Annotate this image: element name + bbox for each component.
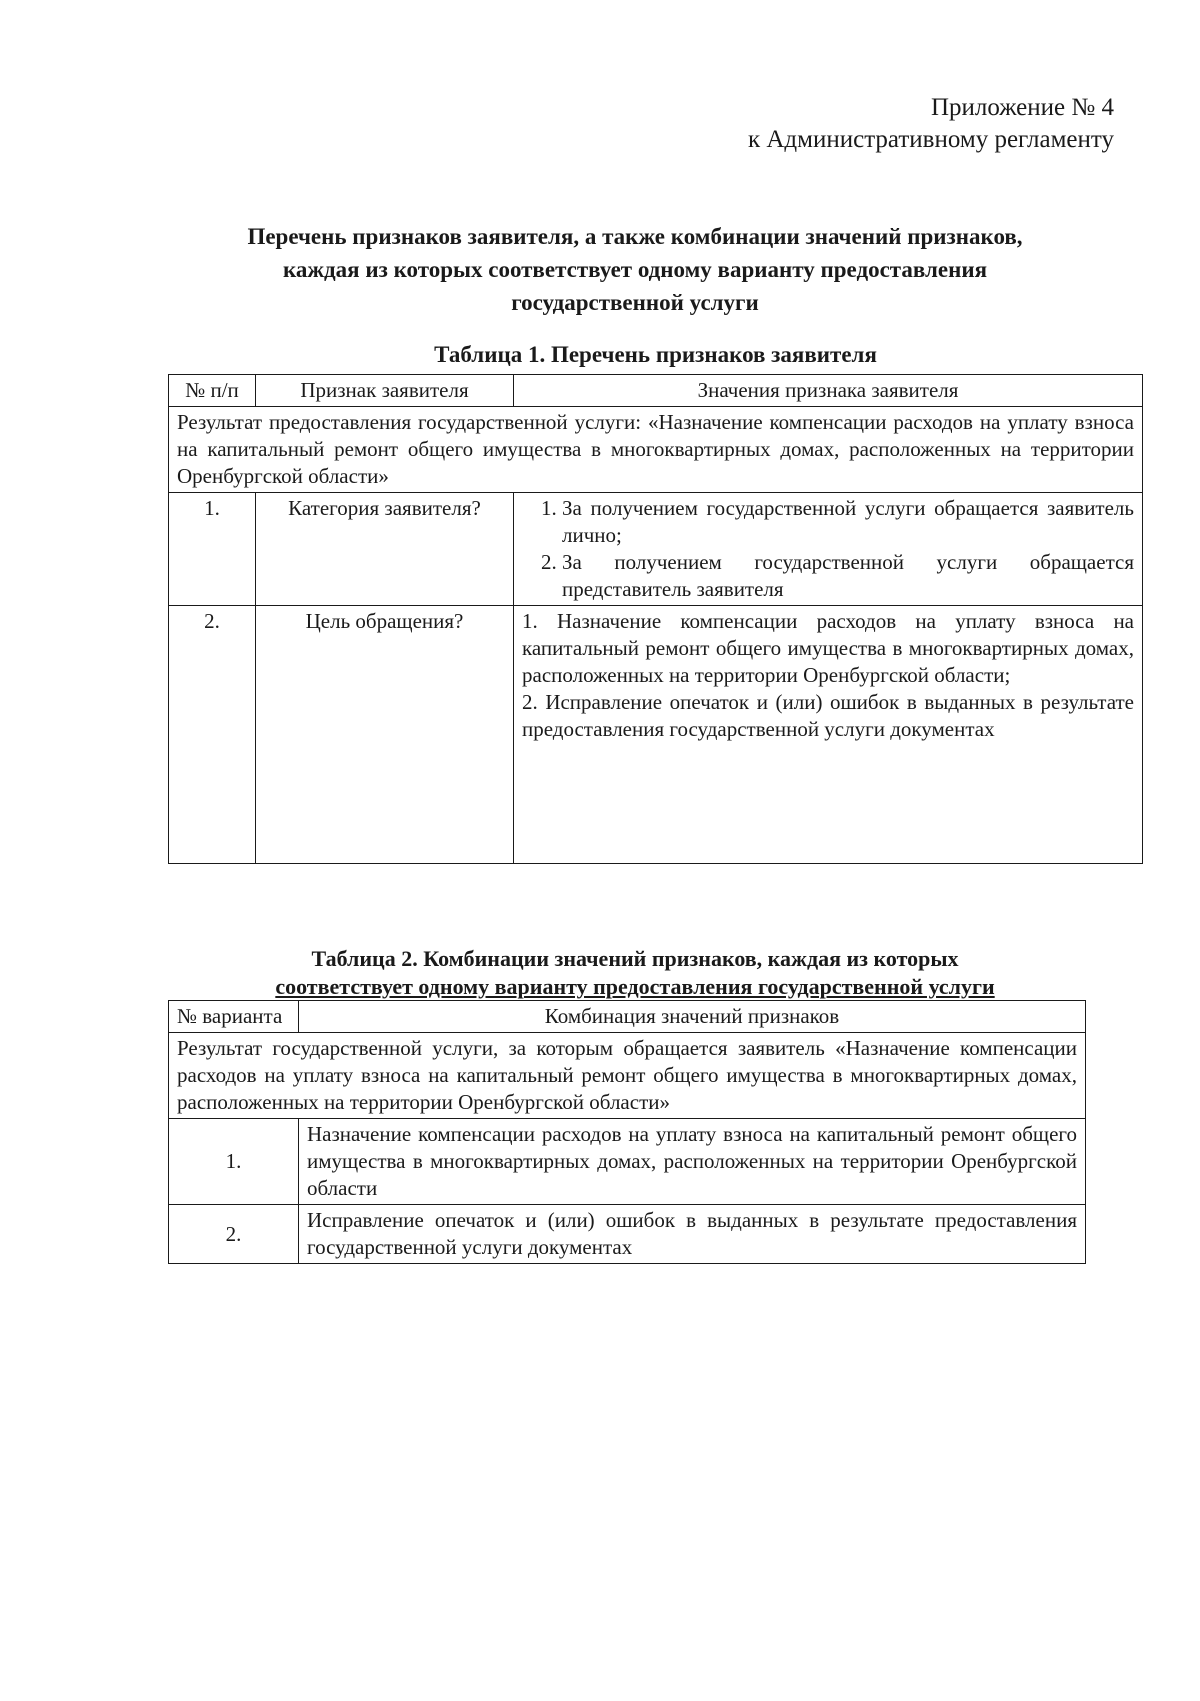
row-values xyxy=(514,493,1143,606)
row-number: 1. xyxy=(169,1119,299,1205)
value-paragraph: 1. Назначение компенсации расходов на уплату взноса на капитальный ремонт общего имущества в многоквартирных домах, расположенных на территории Оренбургской области; xyxy=(522,609,1134,687)
table-header-row xyxy=(169,1001,1086,1033)
list-item: 1. За получением государственной услуги обращается заявитель лично; xyxy=(562,495,1134,549)
table-header-row xyxy=(169,375,1143,407)
row-feature: Цель обращения? xyxy=(256,606,514,864)
row-feature: Категория заявителя? xyxy=(256,493,514,606)
header-variant-number: № варианта xyxy=(169,1001,299,1033)
applicant-features-table xyxy=(168,374,1143,864)
header-number: № п/п xyxy=(169,375,256,407)
result-row xyxy=(169,1033,1086,1119)
value-paragraph: 2. Исправление опечаток и (или) ошибок в выданных в результате предоставления государственной услуги документах xyxy=(522,690,1134,741)
table2-caption xyxy=(200,945,1070,1001)
row-combination: Назначение компенсации расходов на уплату взноса на капитальный ремонт общего имущества в многоквартирных домах, расположенных на территории Оренбургской области xyxy=(299,1119,1086,1205)
row-number: 1. xyxy=(169,493,256,606)
row-number: 2. xyxy=(169,606,256,864)
document-title: Перечень признаков заявителя, а также комбинации значений признаков, каждая из которых соответствует одному варианту предоставления государственной услуги xyxy=(247,224,1023,315)
list-item: 2. За получением государственной услуги обращается представитель заявителя xyxy=(562,549,1134,603)
result-row xyxy=(169,407,1143,493)
row-combination: Исправление опечаток и (или) ошибок в выданных в результате предоставления государственной услуги документах xyxy=(299,1205,1086,1264)
table2-caption-line1: Таблица 2. Комбинации значений признаков, каждая из которых xyxy=(311,946,959,971)
row-values xyxy=(514,606,1143,864)
annex-number: Приложение № 4 xyxy=(930,94,1114,121)
table-row xyxy=(169,1119,1086,1205)
annex-header xyxy=(748,92,1114,156)
table-row xyxy=(169,1205,1086,1264)
header-combination: Комбинация значений признаков xyxy=(299,1001,1086,1033)
result-text: Результат предоставления государственной услуги: «Назначение компенсации расходов на уплату взноса на капитальный ремонт общего имущества в многоквартирных домах, расположенных на территории Оренбургской области» xyxy=(169,407,1143,493)
result-text: Результат государственной услуги, за которым обращается заявитель «Назначение компенсации расходов на уплату взноса на капитальный ремонт общего имущества в многоквартирных домах, расположенных на территории Оренбургской области» xyxy=(169,1033,1086,1119)
feature-combinations-table xyxy=(168,1000,1086,1264)
table1-caption: Таблица 1. Перечень признаков заявителя xyxy=(434,342,877,367)
table-row xyxy=(169,493,1143,606)
row-number: 2. xyxy=(169,1205,299,1264)
header-feature: Признак заявителя xyxy=(256,375,514,407)
table2-caption-line2: соответствует одному варианту предоставления государственной услуги xyxy=(275,974,995,999)
annex-reference: к Административному регламенту xyxy=(747,126,1114,153)
table-row xyxy=(169,606,1143,864)
header-values: Значения признака заявителя xyxy=(514,375,1143,407)
